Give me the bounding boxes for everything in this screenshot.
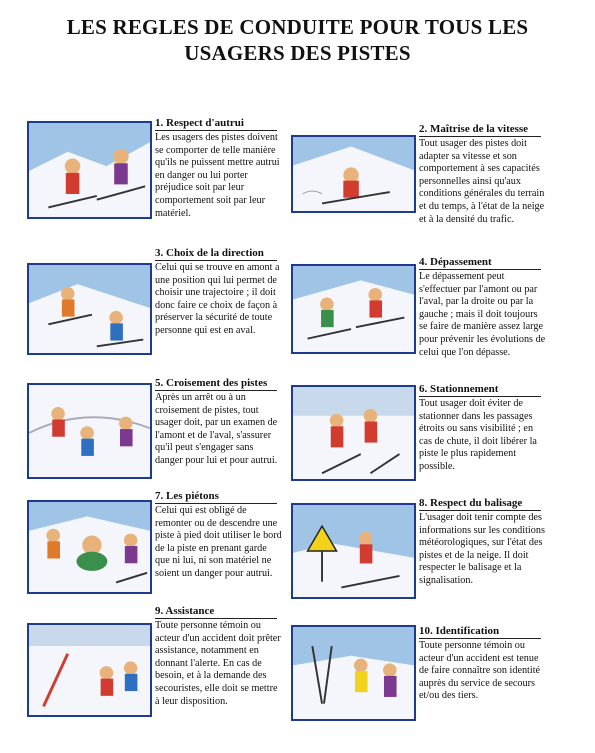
rule-7-illustration (27, 500, 152, 594)
rule-7-heading: 7. Les piétons (155, 490, 277, 504)
rule-5-body: Après un arrêt ou à un croisement de pistes, tout usager doit, par un examen de l'amont et de l'aval, s'assurer qu'il peut s'engager sans danger pour lui et pour autrui. (155, 392, 278, 466)
rule-8-text (419, 497, 547, 588)
rule-5-illustration (27, 383, 152, 479)
rule-4-illustration (291, 264, 416, 354)
rule-10-heading: 10. Identification (419, 625, 541, 639)
rule-3-illustration (27, 263, 152, 355)
rule-9-text (155, 605, 283, 708)
rule-2-text (419, 123, 547, 226)
rule-2-heading: 2. Maîtrise de la vitesse (419, 123, 541, 137)
rule-5-heading: 5. Croisement des pistes (155, 377, 277, 391)
rule-7-body: Celui qui est obligé de remonter ou de descendre une piste à pied doit utiliser le bord de la piste en prenant garde que ni lui, ni son matériel ne soient un danger pour autrui. (155, 505, 282, 579)
rule-6-body: Tout usager doit éviter de stationner dans les passages étroits ou sans visibilité ; en cas de chute, il doit libérer la piste le plus rapidement possible. (419, 398, 537, 472)
rule-1-body: Les usagers des pistes doivent se comporter de telle manière qu'ils ne puissent mettre autrui en danger ou lui porter préjudice soit par leur comportement soit par leur matériel. (155, 132, 280, 219)
rule-2-illustration (291, 135, 416, 213)
rule-7-text (155, 490, 283, 581)
rule-3-text (155, 247, 283, 338)
rule-8-illustration (291, 503, 416, 599)
rule-1-illustration (27, 121, 152, 219)
rule-10-illustration (291, 625, 416, 721)
page-title-line-2: USAGERS DES PISTES (184, 41, 411, 65)
rule-10-text (419, 625, 547, 703)
rule-6-illustration (291, 385, 416, 481)
page-title-line-1: LES REGLES DE CONDUITE POUR TOUS LES (66, 15, 529, 39)
rule-1-text (155, 117, 283, 220)
rule-8-heading: 8. Respect du balisage (419, 497, 541, 511)
rule-8-body: L'usager doit tenir compte des informations sur les conditions météorologiques, sur l'état des pistes et de la neige. Il doit respecter le balisage et la signalisation. (419, 512, 545, 586)
rule-3-heading: 3. Choix de la direction (155, 247, 277, 261)
rule-2-body: Tout usager des pistes doit adapter sa vitesse et son comportement à ses capacités personnelles ainsi qu'aux conditions générales du terrain et du temps, à l'état de la neige et à la densité du trafic. (419, 138, 545, 225)
rule-4-text (419, 256, 547, 359)
rule-1-heading: 1. Respect d'autrui (155, 117, 277, 131)
rule-9-illustration (27, 623, 152, 717)
rule-3-body: Celui qui se trouve en amont a une position qui lui permet de choisir une trajectoire ; il doit donc faire ce choix de façon à préserver la sécurité de toute personne qui est en aval. (155, 262, 280, 336)
rule-6-text (419, 383, 547, 474)
rule-5-text (155, 377, 283, 468)
rule-4-heading: 4. Dépassement (419, 256, 541, 270)
rule-4-body: Le dépassement peut s'effectuer par l'amont ou par l'aval, par la droite ou par la gauche ; mais il doit toujours se faire de manière assez large pour prévenir les évolutions de celui que l'on dépasse. (419, 271, 546, 358)
rule-9-body: Toute personne témoin ou acteur d'un accident doit prêter assistance, notamment en donnant l'alerte. En cas de besoin, et à la demande des secouristes, elle doit se mettre à leur disposition. (155, 620, 281, 707)
rule-6-heading: 6. Stationnement (419, 383, 541, 397)
rule-10-body: Toute personne témoin ou acteur d'un accident est tenue de faire connaître son identité auprès du service de secours et/ou des tiers. (419, 640, 541, 702)
page-title (0, 14, 595, 66)
rule-9-heading: 9. Assistance (155, 605, 277, 619)
